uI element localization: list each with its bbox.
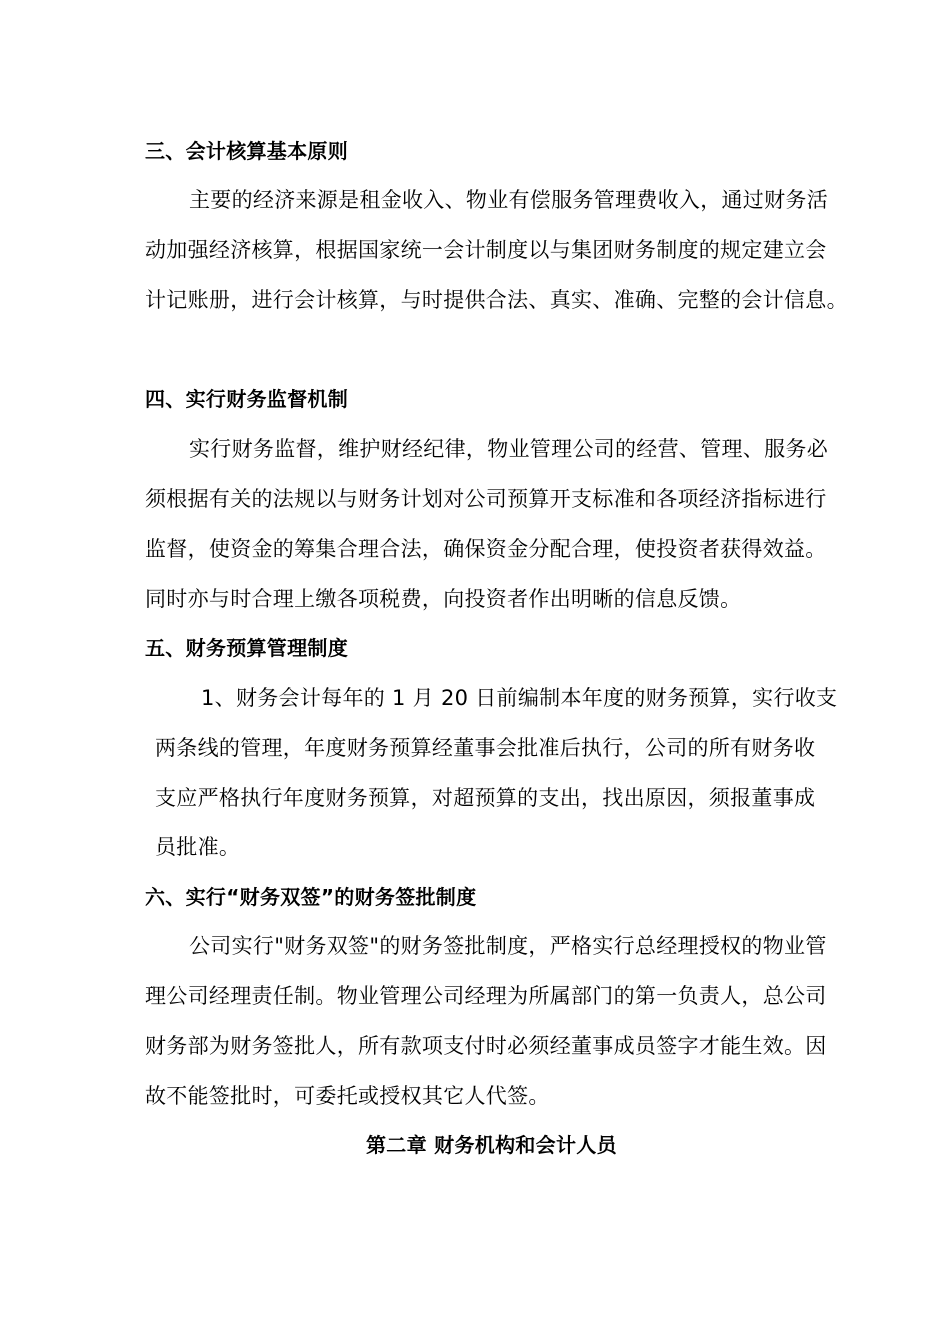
paragraph-line: 公司实行"财务双签"的财务签批制度，严格实行总经理授权的物业管 — [189, 934, 827, 958]
paragraph-line: 主要的经济来源是租金收入、物业有偿服务管理费收入，通过财务活 — [189, 188, 828, 212]
section-heading: 六、实行“财务双签”的财务签批制度 — [145, 885, 477, 909]
paragraph-line: 动加强经济核算，根据国家统一会计制度以与集团财务制度的规定建立会 — [145, 238, 827, 262]
section-heading: 五、财务预算管理制度 — [145, 636, 348, 660]
paragraph-line: 1、财务会计每年的 1 月 20 日前编制本年度的财务预算，实行收支 — [201, 686, 838, 710]
paragraph-line: 两条线的管理，年度财务预算经董事会批准后执行，公司的所有财务收 — [155, 736, 816, 760]
paragraph-line: 实行财务监督，维护财经纪律，物业管理公司的经营、管理、服务必 — [189, 437, 828, 461]
chapter-title: 第二章 财务机构和会计人员 — [366, 1133, 617, 1157]
paragraph-line: 同时亦与时合理上缴各项税费，向投资者作出明晰的信息反馈。 — [145, 587, 742, 611]
paragraph-line: 支应严格执行年度财务预算，对超预算的支出，找出原因，须报董事成 — [155, 786, 816, 810]
paragraph-line: 故不能签批时，可委托或授权其它人代签。 — [145, 1084, 550, 1108]
paragraph-line: 计记账册，进行会计核算，与时提供合法、真实、准确、完整的会计信息。 — [145, 288, 848, 312]
section-heading: 四、实行财务监督机制 — [145, 387, 348, 411]
section-heading: 三、会计核算基本原则 — [145, 139, 348, 163]
paragraph-line: 须根据有关的法规以与财务计划对公司预算开支标准和各项经济指标进行 — [145, 487, 827, 511]
paragraph-line: 员批准。 — [155, 835, 241, 859]
paragraph-line: 理公司经理责任制。物业管理公司经理为所属部门的第一负责人，总公司 — [145, 984, 827, 1008]
paragraph-line: 监督，使资金的筹集合理合法，确保资金分配合理，使投资者获得效益。 — [145, 537, 827, 561]
paragraph-line: 财务部为财务签批人，所有款项支付时必须经董事成员签字才能生效。因 — [145, 1034, 827, 1058]
